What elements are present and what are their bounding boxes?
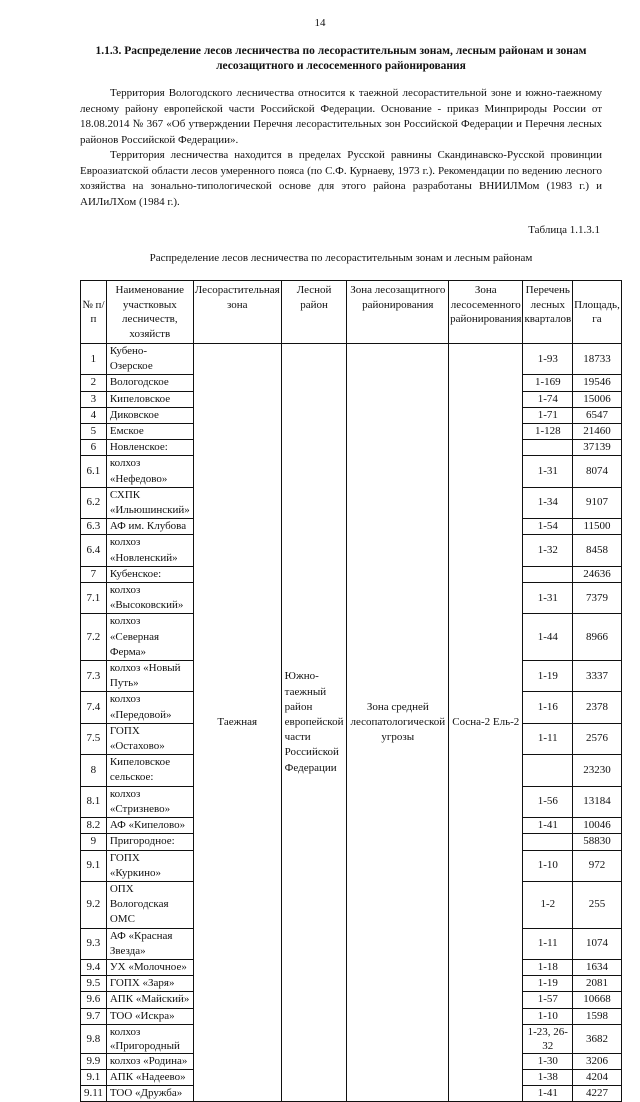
row-number: 6.2 <box>81 487 107 518</box>
row-quarters: 1-169 <box>523 375 573 391</box>
row-quarters: 1-38 <box>523 1069 573 1085</box>
row-name: Кубенское: <box>106 566 193 582</box>
row-quarters: 1-11 <box>523 928 573 959</box>
row-number: 7.4 <box>81 692 107 723</box>
table-caption: Распределение лесов лесничества по лесорастительным зонам и лесным районам <box>149 252 533 264</box>
row-number: 9.4 <box>81 959 107 975</box>
row-number: 4 <box>81 407 107 423</box>
row-name: Кипеловское сельское: <box>106 755 193 786</box>
row-area: 3682 <box>573 1024 622 1053</box>
row-quarters: 1-2 <box>523 881 573 928</box>
row-number: 9.11 <box>81 1086 107 1102</box>
row-quarters: 1-31 <box>523 456 573 487</box>
row-quarters: 1-23, 26-32 <box>523 1024 573 1053</box>
row-area: 15006 <box>573 391 622 407</box>
row-quarters: 1-56 <box>523 786 573 817</box>
merged-zone: Таежная <box>193 344 281 1102</box>
forest-distribution-table <box>80 280 622 1102</box>
row-area: 255 <box>573 881 622 928</box>
row-number: 6 <box>81 440 107 456</box>
row-quarters: 1-19 <box>523 661 573 692</box>
row-number: 2 <box>81 375 107 391</box>
row-area: 18733 <box>573 344 622 375</box>
row-number: 9.3 <box>81 928 107 959</box>
row-number: 6.1 <box>81 456 107 487</box>
header-district: Лесной район <box>281 281 347 344</box>
header-num: № п/п <box>81 281 107 344</box>
row-area: 10668 <box>573 992 622 1008</box>
row-area: 3206 <box>573 1053 622 1069</box>
row-quarters <box>523 834 573 850</box>
row-area: 11500 <box>573 519 622 535</box>
row-name: АПК «Надеево» <box>106 1069 193 1085</box>
row-quarters: 1-34 <box>523 487 573 518</box>
row-number: 9.7 <box>81 1008 107 1024</box>
row-name: СХПК «Ильюшинский» <box>106 487 193 518</box>
row-name: Емское <box>106 424 193 440</box>
row-area: 1598 <box>573 1008 622 1024</box>
row-area: 2081 <box>573 976 622 992</box>
table-body <box>81 344 622 1102</box>
row-area: 6547 <box>573 407 622 423</box>
row-name: АПК «Майский» <box>106 992 193 1008</box>
row-quarters: 1-19 <box>523 976 573 992</box>
row-number: 8 <box>81 755 107 786</box>
row-area: 4227 <box>573 1086 622 1102</box>
row-quarters: 1-128 <box>523 424 573 440</box>
row-quarters: 1-74 <box>523 391 573 407</box>
header-zone: Лесорастительная зона <box>193 281 281 344</box>
row-area: 4204 <box>573 1069 622 1085</box>
row-name: колхоз «Нефедово» <box>106 456 193 487</box>
row-number: 9 <box>81 834 107 850</box>
row-quarters: 1-93 <box>523 344 573 375</box>
row-area: 19546 <box>573 375 622 391</box>
row-area: 9107 <box>573 487 622 518</box>
row-area: 1634 <box>573 959 622 975</box>
merged-protect-zone: Зона средней лесопатологической угрозы <box>347 344 449 1102</box>
row-quarters: 1-32 <box>523 535 573 566</box>
row-number: 8.1 <box>81 786 107 817</box>
row-quarters: 1-11 <box>523 723 573 754</box>
row-quarters: 1-41 <box>523 1086 573 1102</box>
row-name: АФ «Красная Звезда» <box>106 928 193 959</box>
row-area: 13184 <box>573 786 622 817</box>
row-name: колхоз «Северная Ферма» <box>106 614 193 661</box>
row-name: АФ им. Клубова <box>106 519 193 535</box>
row-quarters: 1-41 <box>523 818 573 834</box>
row-number: 8.2 <box>81 818 107 834</box>
row-name: ГОПХ «Куркино» <box>106 850 193 881</box>
row-number: 6.4 <box>81 535 107 566</box>
row-number: 7.2 <box>81 614 107 661</box>
row-name: колхоз «Высоковский» <box>106 583 193 614</box>
row-quarters: 1-71 <box>523 407 573 423</box>
page-number: 14 <box>314 17 326 29</box>
merged-district: Южно-таежный район европейской части Российской Федерации <box>281 344 347 1102</box>
row-quarters: 1-57 <box>523 992 573 1008</box>
row-area: 2576 <box>573 723 622 754</box>
row-quarters: 1-54 <box>523 519 573 535</box>
row-quarters: 1-31 <box>523 583 573 614</box>
header-area: Площадь, га <box>573 281 622 344</box>
row-quarters: 1-10 <box>523 850 573 881</box>
row-number: 7.5 <box>81 723 107 754</box>
row-quarters: 1-16 <box>523 692 573 723</box>
row-quarters: 1-18 <box>523 959 573 975</box>
row-name: Кипеловское <box>106 391 193 407</box>
section-heading: 1.1.3. Распределение лесов лесничества по лесорастительным зонам, лесным районам и зонам лесозащитного и лесосеменного районирования <box>95 45 587 72</box>
table-row <box>81 344 622 375</box>
row-area: 3337 <box>573 661 622 692</box>
row-number: 7.3 <box>81 661 107 692</box>
row-area: 58830 <box>573 834 622 850</box>
row-number: 9.6 <box>81 992 107 1008</box>
row-name: колхоз «Пригородный <box>106 1024 193 1053</box>
row-name: ТОО «Дружба» <box>106 1086 193 1102</box>
row-number: 6.3 <box>81 519 107 535</box>
row-quarters <box>523 755 573 786</box>
row-area: 972 <box>573 850 622 881</box>
header-seed-zone: Зона лесосеменного районирования <box>449 281 523 344</box>
row-name: УХ «Молочное» <box>106 959 193 975</box>
row-number: 5 <box>81 424 107 440</box>
row-quarters <box>523 440 573 456</box>
row-number: 9.1 <box>81 1069 107 1085</box>
row-name: Пригородное: <box>106 834 193 850</box>
row-number: 9.2 <box>81 881 107 928</box>
row-name: ТОО «Искра» <box>106 1008 193 1024</box>
row-area: 8966 <box>573 614 622 661</box>
row-area: 1074 <box>573 928 622 959</box>
table-header-row <box>81 281 622 344</box>
row-area: 10046 <box>573 818 622 834</box>
paragraph-2: Территория лесничества находится в пределах Русской равнины Скандинавско-Русской провинции Евроазиатской области лесов умеренного пояса (по С.Ф. Курнаеву, 1973 г.). Рекомендации по ведению лесного хозяйства на зонально-типологической основе для этого района разработаны ВНИИЛМом (1983 г.) и АИЛиЛХом (1984 г.). <box>80 149 602 208</box>
row-number: 7.1 <box>81 583 107 614</box>
row-number: 3 <box>81 391 107 407</box>
row-number: 9.1 <box>81 850 107 881</box>
row-name: Вологодское <box>106 375 193 391</box>
row-number: 9.5 <box>81 976 107 992</box>
row-area: 21460 <box>573 424 622 440</box>
row-number: 7 <box>81 566 107 582</box>
row-quarters: 1-30 <box>523 1053 573 1069</box>
row-name: АФ «Кипелово» <box>106 818 193 834</box>
row-name: колхоз «Передовой» <box>106 692 193 723</box>
table-label: Таблица 1.1.3.1 <box>528 224 600 236</box>
row-name: колхоз «Новый Путь» <box>106 661 193 692</box>
row-area: 7379 <box>573 583 622 614</box>
header-quarters: Перечень лесных кварталов <box>523 281 573 344</box>
row-area: 8074 <box>573 456 622 487</box>
row-name: колхоз «Родина» <box>106 1053 193 1069</box>
row-name: Новленское: <box>106 440 193 456</box>
row-area: 23230 <box>573 755 622 786</box>
row-number: 9.9 <box>81 1053 107 1069</box>
row-area: 2378 <box>573 692 622 723</box>
row-area: 37139 <box>573 440 622 456</box>
paragraph-1: Территория Вологодского лесничества относится к таежной лесорастительной зоне и южно-таежному лесному району европейской части Российской Федерации. Основание - приказ Минприроды России от 18.08.2014 № 367 «Об утверждении Перечня лесорастительных зон Российской Федерации и Перечня лесных районов Российской Федерации». <box>80 87 602 146</box>
row-name: колхоз «Новленский» <box>106 535 193 566</box>
row-number: 1 <box>81 344 107 375</box>
row-name: колхоз «Стризнево» <box>106 786 193 817</box>
row-name: Диковское <box>106 407 193 423</box>
row-area: 24636 <box>573 566 622 582</box>
row-name: Кубено-Озерское <box>106 344 193 375</box>
row-number: 9.8 <box>81 1024 107 1053</box>
header-protect-zone: Зона лесозащитного районирования <box>347 281 449 344</box>
row-name: ОПХ Вологодская ОМС <box>106 881 193 928</box>
row-area: 8458 <box>573 535 622 566</box>
row-name: ГОПХ «Остахово» <box>106 723 193 754</box>
row-quarters: 1-10 <box>523 1008 573 1024</box>
merged-seed-zone: Сосна-2 Ель-2 <box>449 344 523 1102</box>
row-quarters <box>523 566 573 582</box>
row-name: ГОПХ «Заря» <box>106 976 193 992</box>
header-name: Наименование участковых лесничеств, хозяйств <box>106 281 193 344</box>
row-quarters: 1-44 <box>523 614 573 661</box>
